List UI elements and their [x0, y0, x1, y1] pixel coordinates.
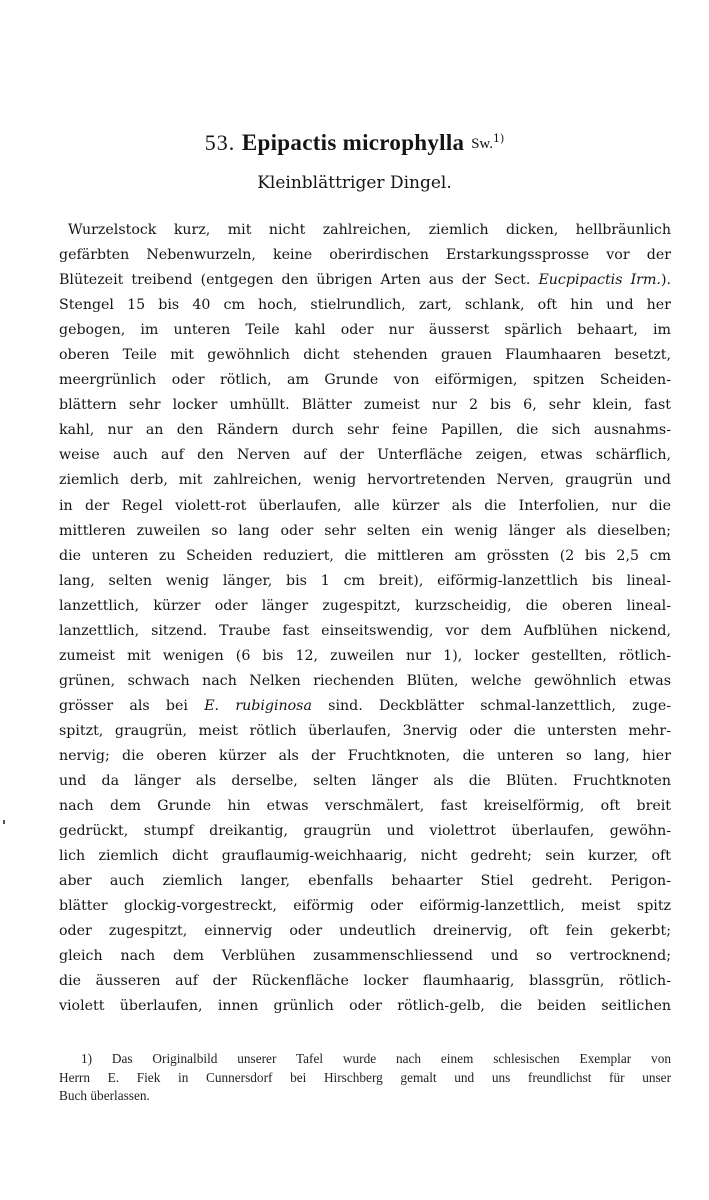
text-line [59, 894, 671, 919]
text-segment: in der Regel violett-rot überlaufen, alle kürzer als die Interfolien, nur die [59, 497, 671, 514]
text-line [59, 994, 671, 1019]
text-segment: aber auch ziemlich langer, ebenfalls behaarter Stiel gedreht. Perigon- [59, 873, 671, 890]
text-segment: Blütezeit treibend (entgegen den übrigen Arten aus der Sect. [59, 272, 539, 289]
species-name: Epipactis microphylla [241, 130, 465, 155]
text-segment: ziemlich derb, mit zahlreichen, wenig hervortretenden Nerven, graugrün und [59, 472, 671, 489]
text-segment: blätter glockig-vorgestreckt, eiförmig oder eiförmig-lanzettlich, meist spitz [59, 898, 671, 915]
text-line [59, 919, 671, 944]
text-segment: blättern sehr locker umhüllt. Blätter zumeist nur 2 bis 6, sehr klein, fast [59, 397, 671, 414]
text-segment: mittleren zuweilen so lang oder sehr selten ein wenig länger als dieselben; [59, 522, 671, 539]
description-body [59, 218, 671, 1020]
text-line [59, 869, 671, 894]
text-line [59, 468, 671, 493]
text-segment: lich ziemlich dicht grauflaumig-weichhaarig, nicht gedreht; sein kurzer, oft [59, 848, 671, 865]
species-author: Sw. [471, 136, 494, 152]
text-segment: die unteren zu Scheiden reduziert, die mittleren am grössten (2 bis 2,5 cm [59, 547, 671, 564]
text-segment: gedrückt, stumpf dreikantig, graugrün und violettrot überlaufen, gewöhn- [59, 823, 671, 840]
text-segment: lanzettlich, kürzer oder länger zugespitzt, kurzscheidig, die oberen lineal- [59, 597, 671, 614]
text-line [59, 769, 671, 794]
text-segment: gefärbten Nebenwurzeln, keine oberirdischen Erstarkungssprosse vor der [59, 247, 671, 264]
text-line [59, 594, 671, 619]
text-segment: grösser als bei [59, 697, 205, 714]
text-line [59, 293, 671, 318]
text-line [59, 744, 671, 769]
text-line [59, 944, 671, 969]
text-segment: nach dem Grunde hin etwas verschmälert, fast kreiselförmig, oft breit [59, 798, 671, 815]
text-line [59, 694, 671, 719]
text-segment: die äusseren auf der Rückenfläche locker flaumhaarig, blassgrün, rötlich- [59, 973, 671, 990]
text-segment: lang, selten wenig länger, bis 1 cm breit), eiförmig-lanzettlich bis lineal- [59, 572, 671, 589]
text-segment: lanzettlich, sitzend. Traube fast einseitswendig, vor dem Aufblühen nickend, [59, 622, 671, 639]
text-line [59, 418, 671, 443]
text-segment: kahl, nur an den Rändern durch sehr feine Papillen, die sich ausnahms- [59, 422, 671, 439]
text-segment: oberen Teile mit gewöhnlich dicht stehenden grauen Flaumhaaren besetzt, [59, 347, 671, 364]
text-segment: nervig; die oberen kürzer als der Fruchtknoten, die unteren so lang, hier [59, 747, 671, 764]
common-name-subtitle: Kleinblättriger Dingel. [257, 173, 452, 193]
text-line [59, 794, 671, 819]
text-line [59, 969, 671, 994]
text-line [59, 544, 671, 569]
text-line [59, 218, 671, 243]
text-segment: meergrünlich oder rötlich, am Grunde von eiförmigen, spitzen Scheiden- [59, 372, 671, 389]
footnote-line: Herrn E. Fiek in Cunnersdorf bei Hirschberg gemalt und uns freundlichst für unser [59, 1069, 671, 1085]
text-segment: Wurzelstock kurz, mit nicht zahlreichen, ziemlich dicken, hellbräunlich [68, 222, 671, 238]
text-line [59, 318, 671, 343]
text-segment: oder zugespitzt, einnervig oder undeutlich dreinervig, oft fein gekerbt; [59, 923, 671, 940]
text-line [59, 243, 671, 268]
text-line [59, 343, 671, 368]
text-line [59, 844, 671, 869]
footnote-line: Buch überlassen. [59, 1088, 150, 1103]
footnote-section [59, 1050, 671, 1106]
text-line [59, 494, 671, 519]
text-line [59, 644, 671, 669]
text-segment: weise auch auf den Nerven auf der Unterfläche zeigen, etwas schärflich, [59, 447, 671, 464]
margin-mark [3, 820, 5, 824]
text-segment: und da länger als derselbe, selten länger als die Blüten. Fruchtknoten [59, 773, 671, 790]
italic-text: E. rubiginosa [204, 697, 312, 714]
text-segment: gleich nach dem Verblühen zusammenschliessend und so vertrocknend; [59, 948, 671, 965]
text-line [59, 619, 671, 644]
text-line [59, 443, 671, 468]
text-segment: zumeist mit wenigen (6 bis 12, zuweilen nur 1), locker gestellten, rötlich- [59, 647, 671, 664]
text-line [59, 393, 671, 418]
text-line [59, 719, 671, 744]
text-segment: ). [660, 272, 671, 289]
text-segment: spitzt, graugrün, meist rötlich überlaufen, 3nervig oder die untersten mehr- [59, 722, 671, 739]
text-line [59, 268, 671, 293]
text-line [59, 569, 671, 594]
text-segment: violett überlaufen, innen grünlich oder rötlich-gelb, die beiden seitlichen [59, 998, 671, 1015]
text-line [59, 669, 671, 694]
footnote-line: 1) Das Originalbild unserer Tafel wurde nach einem schlesischen Exemplar von [81, 1051, 671, 1066]
italic-text: Eucpipactis Irm. [538, 272, 661, 289]
text-line [59, 368, 671, 393]
text-line [59, 819, 671, 844]
footnote-reference: 1) [493, 132, 505, 145]
species-heading [0, 126, 709, 157]
species-number: 53. [204, 130, 236, 155]
text-segment: gebogen, im unteren Teile kahl oder nur äusserst spärlich behaart, im [59, 322, 671, 339]
text-segment: sind. Deckblätter schmal-lanzettlich, zuge- [311, 697, 671, 714]
text-segment: Stengel 15 bis 40 cm hoch, stielrundlich, zart, schlank, oft hin und her [59, 297, 671, 314]
text-segment: grünen, schwach nach Nelken riechenden Blüten, welche gewöhnlich etwas [59, 672, 671, 689]
text-line [59, 519, 671, 544]
